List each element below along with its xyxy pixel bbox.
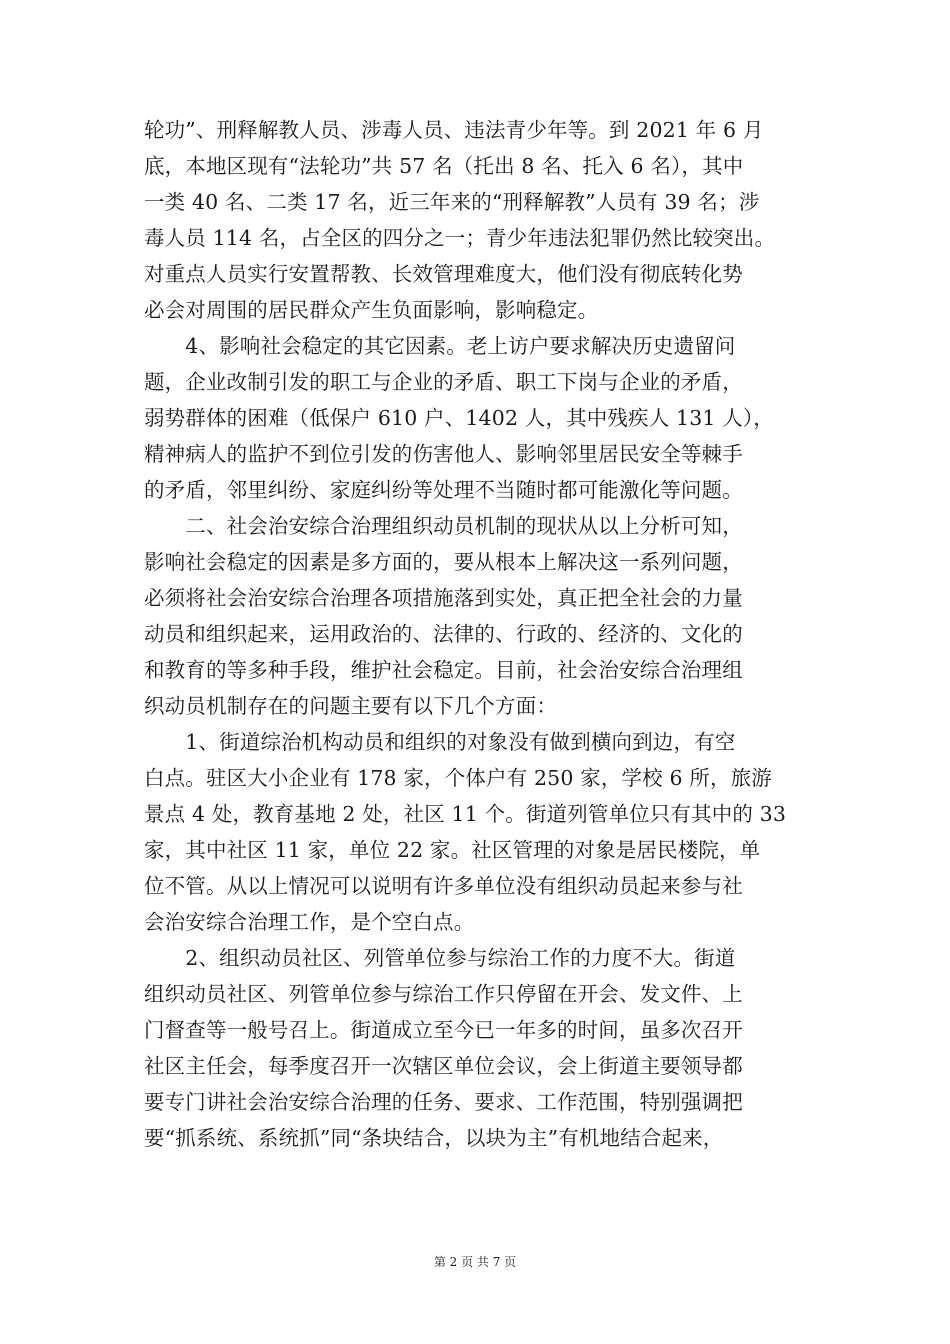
text-line: 精神病人的监护不到位引发的伤害他人、影响邻里居民安全等棘手 [144, 442, 743, 466]
text-line: 和教育的等多种手段，维护社会稳定。目前，社会治安综合治理组 [144, 658, 743, 682]
text-line: 毒人员 114 名，占全区的四分之一；青少年违法犯罪仍然比较突出。 [144, 226, 776, 250]
text-line: 2、组织动员社区、列管单位参与综治工作的力度不大。街道 [144, 946, 736, 970]
text-line: 题，企业改制引发的职工与企业的矛盾、职工下岗与企业的矛盾， [144, 370, 743, 394]
page-number-footer: 第 2 页 共 7 页 [433, 1255, 517, 1269]
text-line: 的矛盾，邻里纠纷、家庭纠纷等处理不当随时都可能激化等问题。 [144, 478, 743, 502]
text-line: 家，其中社区 11 家，单位 22 家。社区管理的对象是居民楼院，单 [144, 838, 761, 862]
text-line: 轮功”、刑释解教人员、涉毒人员、违法青少年等。到 2021 年 6 月 [144, 118, 764, 142]
text-line: 底，本地区现有“法轮功”共 57 名（托出 8 名、托入 6 名），其中 [144, 154, 744, 178]
text-line: 二、社会治安综合治理组织动员机制的现状从以上分析可知， [144, 514, 743, 538]
text-line: 门督查等一般号召上。街道成立至今已一年多的时间，虽多次召开 [144, 1018, 743, 1042]
text-line: 组织动员社区、列管单位参与综治工作只停留在开会、发文件、上 [144, 982, 743, 1006]
text-line: 影响社会稳定的因素是多方面的，要从根本上解决这一系列问题， [144, 550, 743, 574]
body-text [144, 112, 814, 1156]
text-line: 位不管。从以上情况可以说明有许多单位没有组织动员起来参与社 [144, 874, 743, 898]
text-line: 1、街道综治机构动员和组织的对象没有做到横向到边，有空 [144, 730, 736, 754]
text-line: 必会对周围的居民群众产生负面影响，影响稳定。 [144, 298, 599, 322]
text-line: 景点 4 处，教育基地 2 处，社区 11 个。街道列管单位只有其中的 33 [144, 802, 787, 826]
text-line: 织动员机制存在的问题主要有以下几个方面： [144, 694, 557, 718]
text-line: 对重点人员实行安置帮教、长效管理难度大，他们没有彻底转化势 [144, 262, 743, 286]
text-line: 动员和组织起来，运用政治的、法律的、行政的、经济的、文化的 [144, 622, 743, 646]
text-line: 会治安综合治理工作，是个空白点。 [144, 910, 475, 934]
text-line: 社区主任会，每季度召开一次辖区单位会议，会上街道主要领导都 [144, 1054, 743, 1078]
text-line: 必须将社会治安综合治理各项措施落到实处，真正把全社会的力量 [144, 586, 743, 610]
text-line: 4、影响社会稳定的其它因素。老上访户要求解决历史遗留问 [144, 334, 736, 358]
text-line: 白点。驻区大小企业有 178 家，个体户有 250 家，学校 6 所，旅游 [144, 766, 772, 790]
text-line: 要“抓系统、系统抓”同“条块结合，以块为主”有机地结合起来， [144, 1126, 724, 1150]
text-line: 弱势群体的困难（低保户 610 户、1402 人，其中残疾人 131 人）， [144, 406, 774, 430]
text-line: 要专门讲社会治安综合治理的任务、要求、工作范围，特别强调把 [144, 1090, 743, 1114]
text-line: 一类 40 名、二类 17 名，近三年来的“刑释解教”人员有 39 名；涉 [144, 190, 760, 214]
